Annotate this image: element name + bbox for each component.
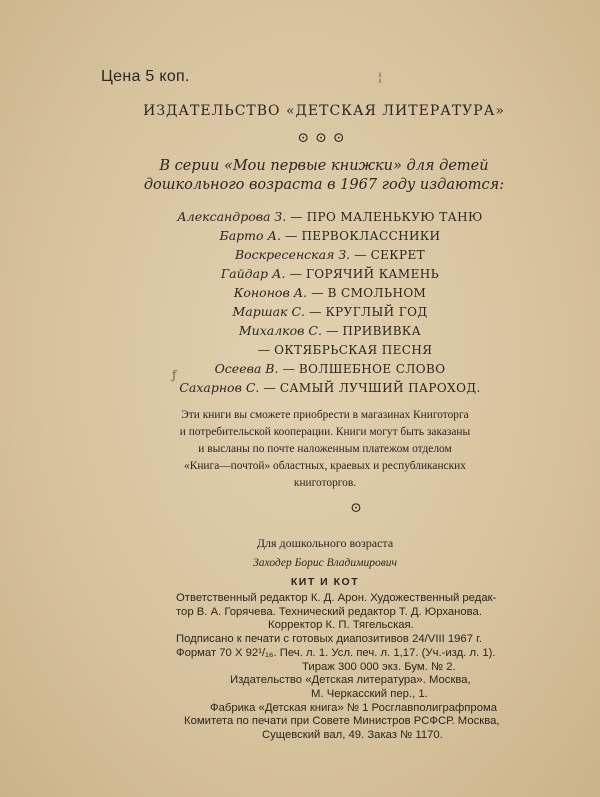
book-item: Барто А. — ПЕРВОКЛАССНИКИ [219, 228, 441, 243]
imprint-line: Формат 70 X 92¹/₁₆. Печ. л. 1. Усл. печ. л. 1,17. (Уч.-изд. л. 1). [176, 646, 496, 659]
book-title: КРУГЛЫЙ ГОД [325, 305, 428, 319]
ordering-note [0, 407, 600, 492]
note-line: Эти книги вы сможете приобрести в магазинах Книготорга [181, 409, 469, 421]
audience-label: Для дошкольного возраста [256, 536, 394, 550]
book-item: Кононов А. — В СМОЛЬНОМ [233, 285, 427, 300]
book-title: САМЫЙ ЛУЧШИЙ ПАРОХОД. [279, 381, 481, 395]
book-item: — ОКТЯБРЬСКАЯ ПЕСНЯ [257, 342, 433, 357]
ornament-circles-icon [0, 130, 600, 146]
book-item: Сахарнов С. — САМЫЙ ЛУЧШИЙ ПАРОХОД. [179, 380, 481, 395]
imprint-line: Корректор К. П. Тягельская. [268, 619, 414, 632]
book-item: Маршак С. — КРУГЛЫЙ ГОД [232, 304, 428, 319]
imprint-line: Сущевский вал, 49. Заказ № 1170. [262, 729, 443, 742]
series-intro-line: дошкольного возраста в 1967 году издаются: [143, 177, 505, 193]
ornament-circle-icon [0, 500, 600, 516]
book-title: ПРИВИВКА [342, 324, 422, 338]
print-mark: ƒ [172, 368, 177, 382]
book-author: Воскресенская З. [234, 247, 351, 262]
book-author: Маршак С. [232, 304, 306, 319]
book-item: Александрова З. — ПРО МАЛЕНЬКУЮ ТАНЮ [177, 209, 483, 224]
book-title: ПРО МАЛЕНЬКУЮ ТАНЮ [306, 210, 483, 224]
book-author: Осеева В. [214, 361, 279, 376]
book-item: Воскресенская З. — СЕКРЕТ [234, 247, 426, 262]
imprint-line: М. Черкасский пер., 1. [311, 687, 428, 700]
book-author: Михалков С. [238, 323, 322, 338]
ornament-small-text: ⊙ [350, 500, 362, 516]
ornament-text: ⊙⊙⊙ [297, 130, 351, 146]
note-line: «Книга—почтой» областных, краевых и республиканских [184, 460, 466, 472]
series-intro [0, 157, 600, 195]
book-item: Гайдар А. — ГОРЯЧИЙ КАМЕНЬ [220, 266, 440, 281]
price-label: Цена 5 коп. [101, 68, 190, 85]
book-item: Михалков С. — ПРИВИВКА [238, 323, 422, 338]
imprint-line: Издательство «Детская литература». Москва, [230, 674, 471, 687]
imprint-line: Тираж 300 000 экз. Бум. № 2. [302, 660, 456, 673]
imprint-line: тор В. А. Горячева. Технический редактор Т. Д. Юрханова. [176, 605, 482, 618]
series-intro-line: В серии «Мои первые книжки» для детей [159, 158, 489, 174]
book-title: ОКТЯБРЬСКАЯ ПЕСНЯ [274, 343, 433, 357]
book-title: ПЕРВОКЛАССНИКИ [301, 229, 441, 243]
book-list [0, 207, 600, 397]
book-title: ВОЛШЕБНОЕ СЛОВО [298, 362, 446, 376]
book-main-title: КИТ И КОТ [290, 576, 360, 588]
publisher-name: ИЗДАТЕЛЬСТВО «ДЕТСКАЯ ЛИТЕРАТУРА» [143, 103, 505, 119]
book-author: Гайдар А. [220, 266, 286, 281]
imprint-line: Фабрика «Детская книга» № 1 Росглавполиграфпрома [210, 701, 498, 714]
author-full-name: Заходер Борис Владимирович [253, 557, 397, 569]
note-line: и потребительской кооперации. Книги могут быть заказаны [179, 426, 471, 438]
book-title: СЕКРЕТ [370, 248, 426, 262]
book-title: ГОРЯЧИЙ КАМЕНЬ [305, 267, 440, 281]
imprint-line: Комитета по печати при Совете Министров РСФСР. Москва, [184, 715, 500, 728]
book-item: Осеева В. — ВОЛШЕБНОЕ СЛОВО [214, 361, 446, 376]
imprint-block [0, 592, 600, 743]
book-author: Барто А. [219, 228, 281, 243]
book-author: Сахарнов С. [179, 380, 260, 395]
book-author: Кононов А. [233, 285, 308, 300]
note-line: и высланы по почте наложенным платежом отделом [198, 443, 452, 455]
imprint-line: Подписано к печати с готовых диапозитивов 24/VIII 1967 г. [176, 633, 483, 646]
print-mark: ¦ [378, 70, 383, 84]
book-author: Александрова З. [177, 209, 287, 224]
book-title: В СМОЛЬНОМ [327, 286, 427, 300]
publisher-heading [0, 103, 600, 119]
note-line: книготоргов. [293, 477, 357, 489]
imprint-line: Ответственный редактор К. Д. Арон. Художественный редак- [176, 592, 497, 604]
